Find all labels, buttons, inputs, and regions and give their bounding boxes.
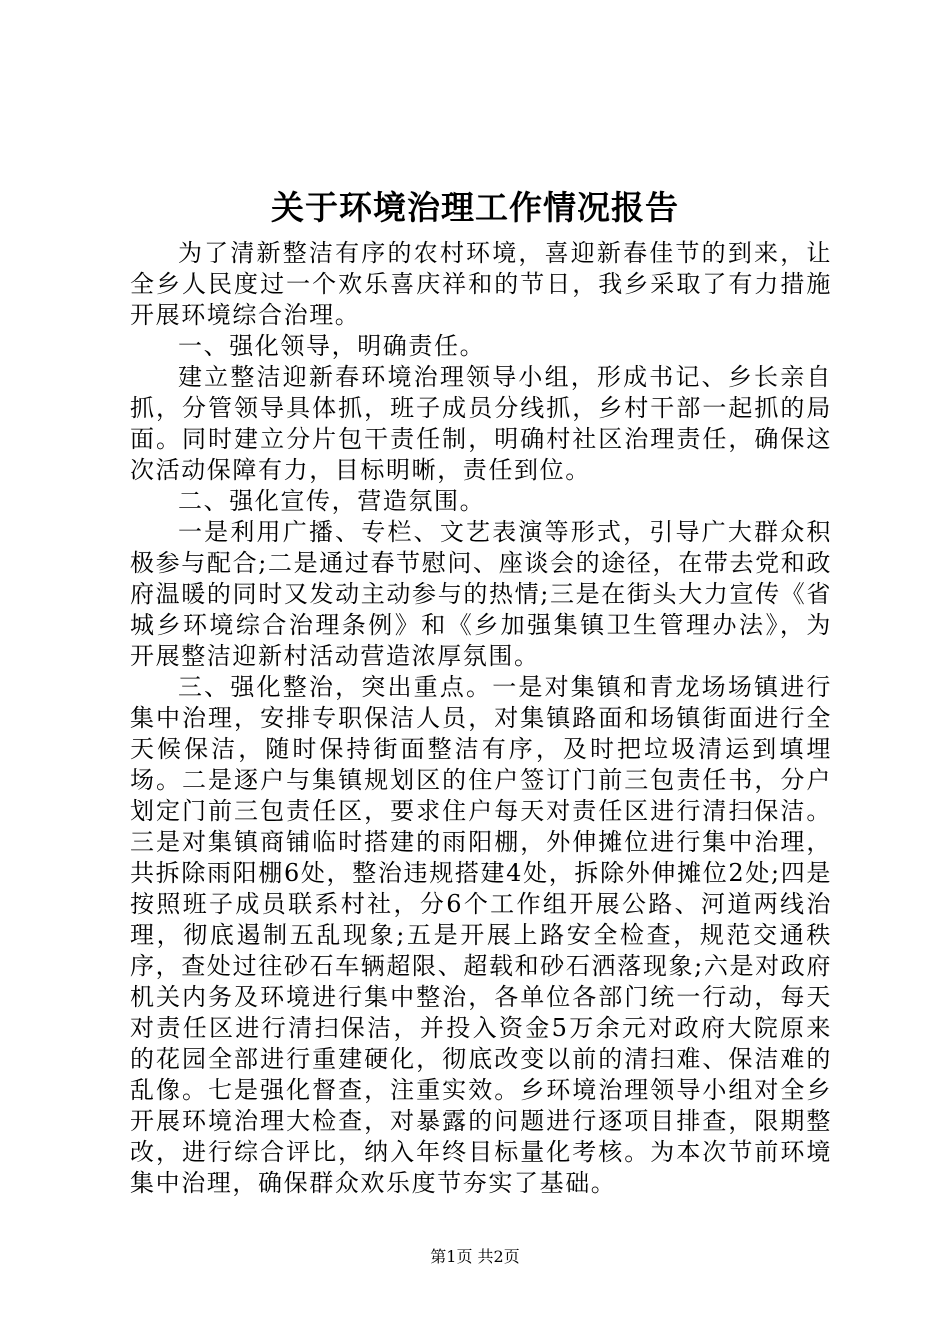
document-body	[130, 238, 832, 1199]
section-paragraph-1: 建立整洁迎新春环境治理领导小组，形成书记、乡长亲自抓，分管领导具体抓，班子成员分线抓，乡村干部一起抓的局面。同时建立分片包干责任制，明确村社区治理责任，确保这次活动保障有力，目标明晰，责任到位。	[130, 363, 832, 484]
intro-paragraph: 为了清新整洁有序的农村环境，喜迎新春佳节的到来，让全乡人民度过一个欢乐喜庆祥和的节日，我乡采取了有力措施开展环境综合治理。	[130, 239, 832, 329]
section-heading-2: 二、强化宣传，营造氛围。	[178, 487, 486, 515]
section-paragraph-3: 三、强化整治，突出重点。一是对集镇和青龙场场镇进行集中治理，安排专职保洁人员，对集镇路面和场镇街面进行全天候保洁，随时保持街面整洁有序，及时把垃圾清运到填埋场。二是逐户与集镇规划区的住户签订门前三包责任书，分户划定门前三包责任区，要求住户每天对责任区进行清扫保洁。三是对集镇商铺临时搭建的雨阳棚，外伸摊位进行集中治理，共拆除雨阳棚6处，整治违规搭建4处，拆除外伸摊位2处;四是按照班子成员联系村社，分6个工作组开展公路、河道两线治理，彻底遏制五乱现象;五是开展上路安全检查，规范交通秩序，查处过往砂石车辆超限、超载和砂石洒落现象;六是对政府机关内务及环境进行集中整治，各单位各部门统一行动，每天对责任区进行清扫保洁，并投入资金5万余元对政府大院原来的花园全部进行重建硬化，彻底改变以前的清扫难、保洁难的乱像。七是强化督查，注重实效。乡环境治理领导小组对全乡开展环境治理大检查，对暴露的问题进行逐项目排查，限期整改，进行综合评比，纳入年终目标量化考核。为本次节前环境集中治理，确保群众欢乐度节夯实了基础。	[130, 673, 832, 1197]
section-paragraph-2: 一是利用广播、专栏、文艺表演等形式，引导广大群众积极参与配合;二是通过春节慰问、座谈会的途径，在带去党和政府温暖的同时又发动主动参与的热情;三是在街头大力宣传《省城乡环境综合治理条例》和《乡加强集镇卫生管理办法》，为开展整洁迎新村活动营造浓厚氛围。	[130, 518, 832, 670]
page-number-footer: 第1页 共2页	[430, 1247, 520, 1266]
section-heading-1: 一、强化领导，明确责任。	[178, 332, 486, 360]
document-title: 关于环境治理工作情况报告	[271, 188, 679, 227]
